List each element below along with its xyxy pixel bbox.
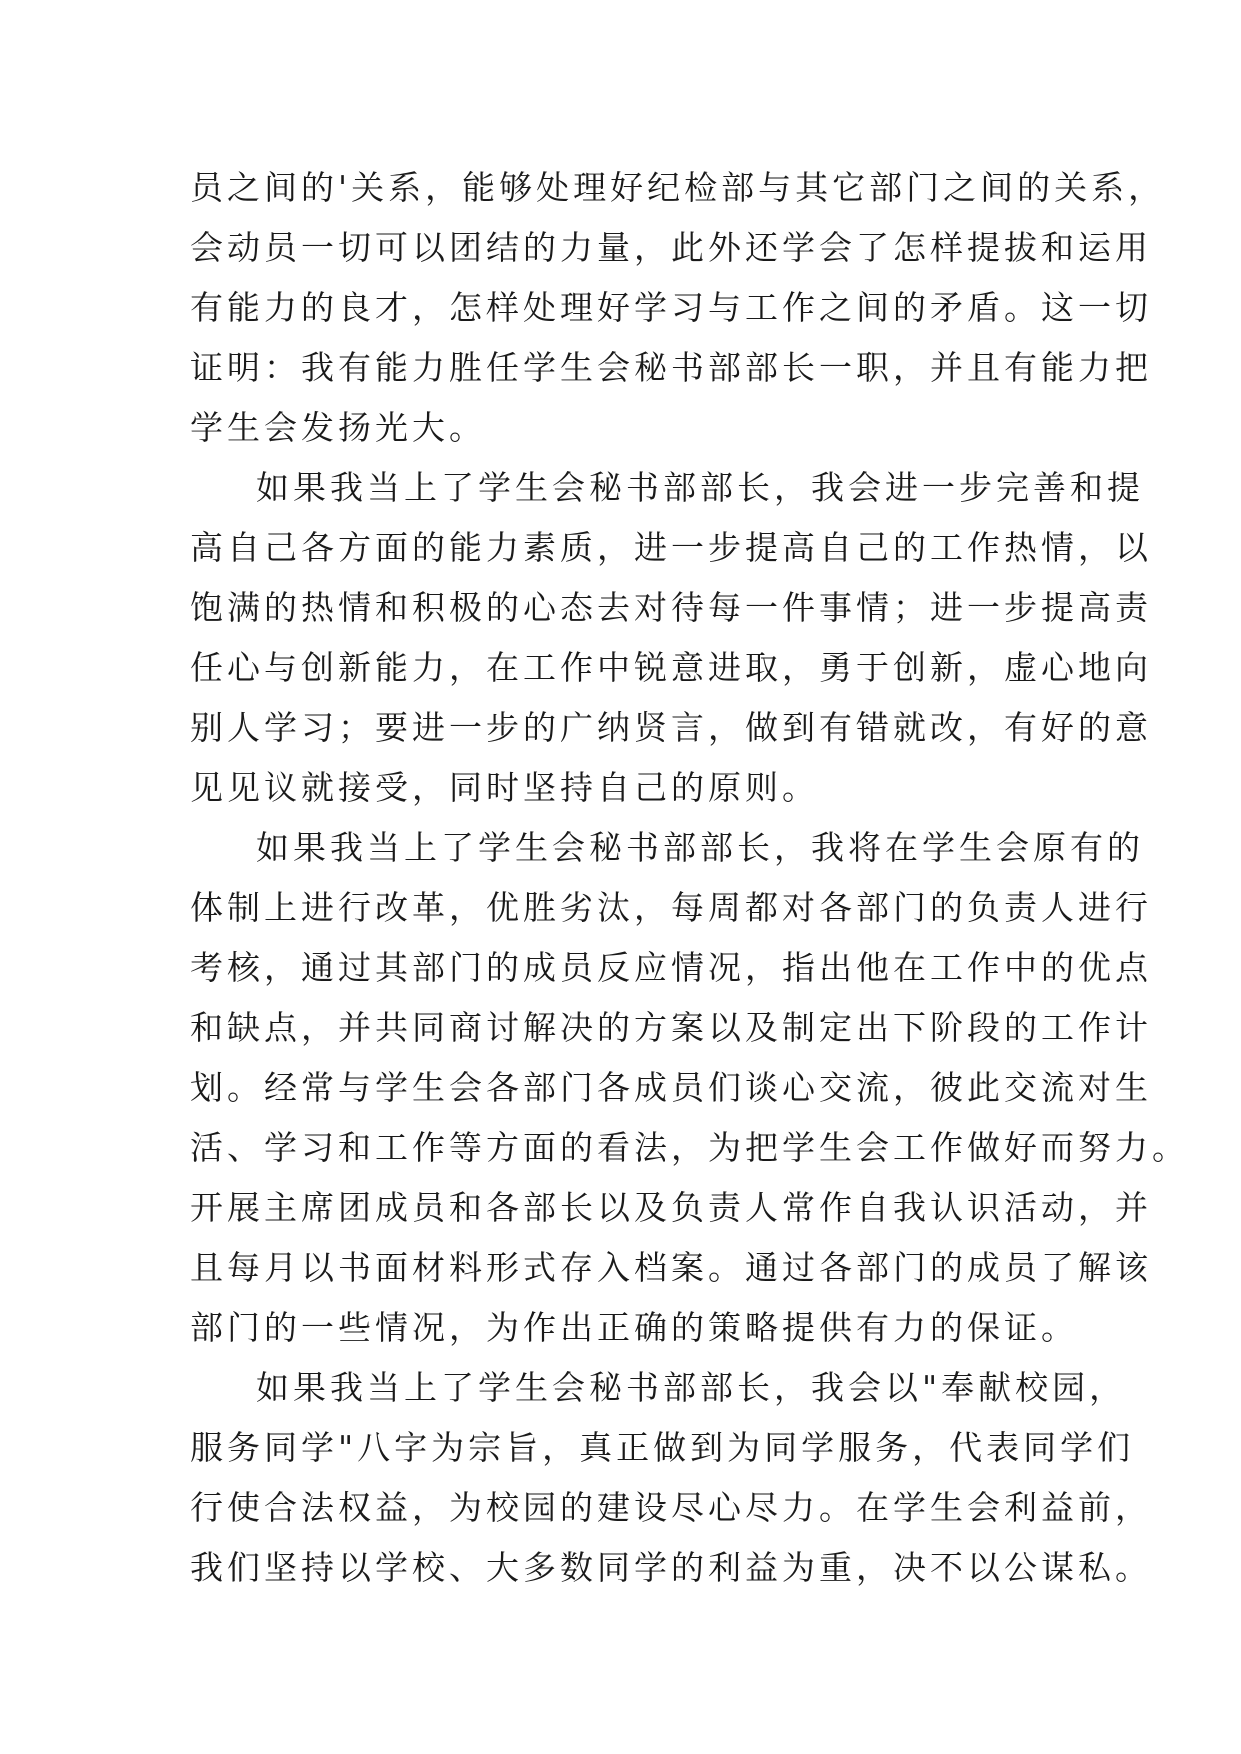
paragraph-2-line-4: 任心与创新能力，在工作中锐意进取，勇于创新，虚心地向 — [190, 648, 1152, 687]
paragraph-1-line-2: 会动员一切可以团结的力量，此外还学会了怎样提拔和运用 — [190, 228, 1152, 267]
paragraph-3-line-8: 且每月以书面材料形式存入档案。通过各部门的成员了解该 — [190, 1248, 1152, 1287]
paragraph-1-line-5: 学生会发扬光大。 — [190, 408, 486, 447]
paragraph-3-line-5: 划。经常与学生会各部门各成员们谈心交流，彼此交流对生 — [190, 1068, 1152, 1107]
paragraph-3-line-1: 如果我当上了学生会秘书部部长，我将在学生会原有的 — [256, 828, 1144, 867]
paragraph-4-line-2: 服务同学"八字为宗旨，真正做到为同学服务，代表同学们 — [190, 1428, 1135, 1467]
paragraph-1-line-3: 有能力的良才，怎样处理好学习与工作之间的矛盾。这一切 — [190, 288, 1152, 327]
paragraph-1-line-1: 员之间的'关系，能够处理好纪检部与其它部门之间的关系， — [190, 168, 1166, 207]
paragraph-4-line-3: 行使合法权益，为校园的建设尽心尽力。在学生会利益前， — [190, 1488, 1152, 1527]
paragraph-2-line-5: 别人学习；要进一步的广纳贤言，做到有错就改，有好的意 — [190, 708, 1152, 747]
paragraph-3-line-9: 部门的一些情况，为作出正确的策略提供有力的保证。 — [190, 1308, 1078, 1347]
paragraph-3-line-2: 体制上进行改革，优胜劣汰，每周都对各部门的负责人进行 — [190, 888, 1152, 927]
paragraph-2-line-1: 如果我当上了学生会秘书部部长，我会进一步完善和提 — [256, 468, 1144, 507]
paragraph-2-line-3: 饱满的热情和积极的心态去对待每一件事情；进一步提高责 — [190, 588, 1152, 627]
paragraph-3-line-6: 活、学习和工作等方面的看法，为把学生会工作做好而努力。 — [190, 1128, 1189, 1167]
paragraph-2-line-6: 见见议就接受，同时坚持自己的原则。 — [190, 768, 819, 807]
document-body — [190, 158, 1189, 1598]
paragraph-2-line-2: 高自己各方面的能力素质，进一步提高自己的工作热情，以 — [190, 528, 1152, 567]
paragraph-3-line-7: 开展主席团成员和各部长以及负责人常作自我认识活动，并 — [190, 1188, 1152, 1227]
paragraph-4-line-1: 如果我当上了学生会秘书部部长，我会以"奉献校园， — [256, 1368, 1127, 1407]
paragraph-3-line-3: 考核，通过其部门的成员反应情况，指出他在工作中的优点 — [190, 948, 1152, 987]
paragraph-1-line-4: 证明：我有能力胜任学生会秘书部部长一职，并且有能力把 — [190, 348, 1152, 387]
paragraph-3-line-4: 和缺点，并共同商讨解决的方案以及制定出下阶段的工作计 — [190, 1008, 1152, 1047]
paragraph-4-line-4: 我们坚持以学校、大多数同学的利益为重，决不以公谋私。 — [190, 1548, 1152, 1587]
